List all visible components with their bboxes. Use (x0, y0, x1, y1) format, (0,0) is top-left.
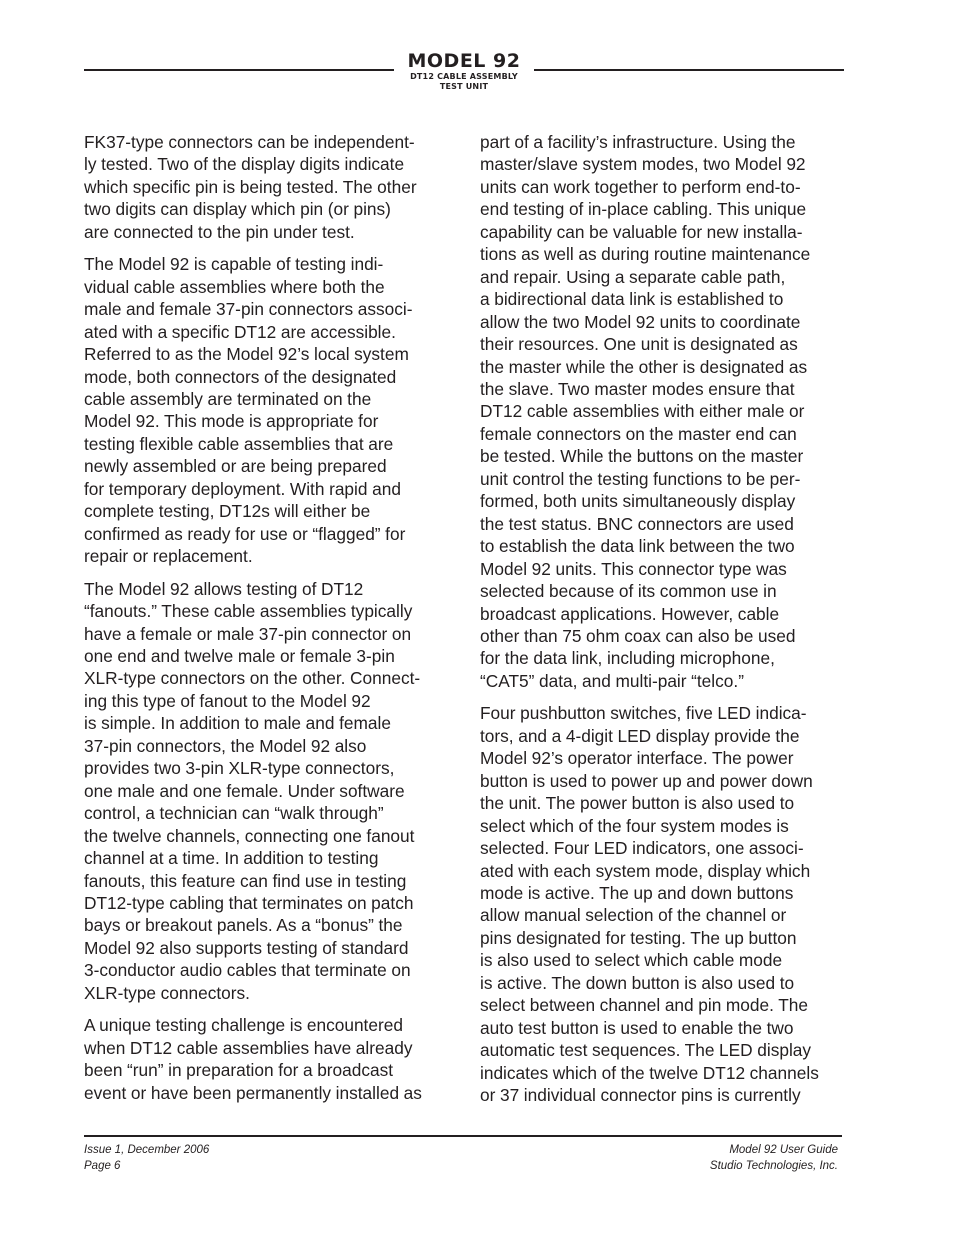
left-paragraph-3: The Model 92 allows testing of DT12 “fanouts.” These cable assemblies typically have a female or male 37-pin connector on one end and twelve male or female 3-pin XLR-type connectors on the other. Connect- ing this type of fanout to the Model 92 is simple. In addition to male and female 37-pin connectors, the Model 92 also provides two 3-pin XLR-type connectors, one male and one female. Under software control, a technician can “walk through” the twelve channels, connecting one fanout channel at a time. In addition to testing fanouts, this feature can find use in testing DT12-type cabling that terminates on patch bays or breakout panels. As a “bonus” the Model 92 also supports testing of standard 3-conductor audio cables that terminate on XLR-type connectors. (84, 578, 421, 1003)
footer-guide-title: Model 92 User Guide (729, 1144, 838, 1156)
footer-page-number: Page 6 (84, 1159, 121, 1172)
footer-company: Studio Technologies, Inc. (709, 1159, 838, 1172)
page-header (394, 50, 534, 92)
right-paragraph-1: part of a facility’s infrastructure. Using the master/slave system modes, two Model 92 units can work together to perform end-to- end testing of in-place cabling. This unique capability can be valuable for new installa- tions as well as during routine maintenance and repair. Using a separate cable path, a bidirectional data link is established to allow the two Model 92 units to coordinate their resources. One unit is designated as the master while the other is designated as the slave. Two master modes ensure that DT12 cable assemblies with either male or female connectors on the master end can be tested. While the buttons on the master unit control the testing functions to be per- formed, both units simultaneously display the test status. BNC connectors are used to establish the data link between the two Model 92 units. This connector type was selected because of its common use in broadcast applications. However, cable other than 75 ohm coax can also be used for the data link, including microphone, “CAT5” data, and multi-pair “telco.” (480, 132, 811, 691)
footer-left (84, 1143, 209, 1174)
header-subtitle-line1: DT12 CABLE ASSEMBLY (410, 72, 518, 81)
left-column (84, 131, 454, 1114)
left-paragraph-1: FK37-type connectors can be independent- ly tested. Two of the display digits indicate which specific pin is being tested. The other two digits can display which pin (or pins) are connected to the pin under test. (84, 132, 417, 242)
left-paragraph-4: A unique testing challenge is encountered when DT12 cable assemblies have already been “run” in preparation for a broadcast event or have been permanently installed as (84, 1015, 422, 1103)
footer-rule (84, 1135, 842, 1137)
header-title: MODEL 92 (407, 50, 521, 72)
header-rule-left (84, 69, 394, 71)
right-column (480, 131, 852, 1116)
left-paragraph-2: The Model 92 is capable of testing indi- vidual cable assemblies where both the male and female 37-pin connectors associ- ated with a specific DT12 are accessible. Referred to as the Model 92’s local system mode, both connectors of the designated cable assembly are terminated on the Model 92. This mode is appropriate for testing flexible cable assemblies that are newly assembled or are being prepared for temporary deployment. With rapid and complete testing, DT12s will either be confirmed as ready for use or “flagged” for repair or replacement. (84, 254, 413, 567)
footer-right (710, 1143, 838, 1174)
footer-issue: Issue 1, December 2006 (84, 1144, 210, 1156)
header-subtitle-line2: TEST UNIT (439, 82, 489, 91)
right-paragraph-2: Four pushbutton switches, five LED indica- tors, and a 4-digit LED display provide the Model 92’s operator interface. The power button is used to power up and power down the unit. The power button is also used to select which of the four system modes is selected. Four LED indicators, one associ- ated with each system mode, display which mode is active. The up and down buttons allow manual selection of the channel or pins designated for testing. The up button is also used to select which cable mode is active. The down button is also used to select between channel and pin mode. The auto test button is used to enable the two automatic test sequences. The LED display indicates which of the twelve DT12 channels or 37 individual connector pins is currently (480, 703, 819, 1106)
header-rule-right (534, 69, 844, 71)
